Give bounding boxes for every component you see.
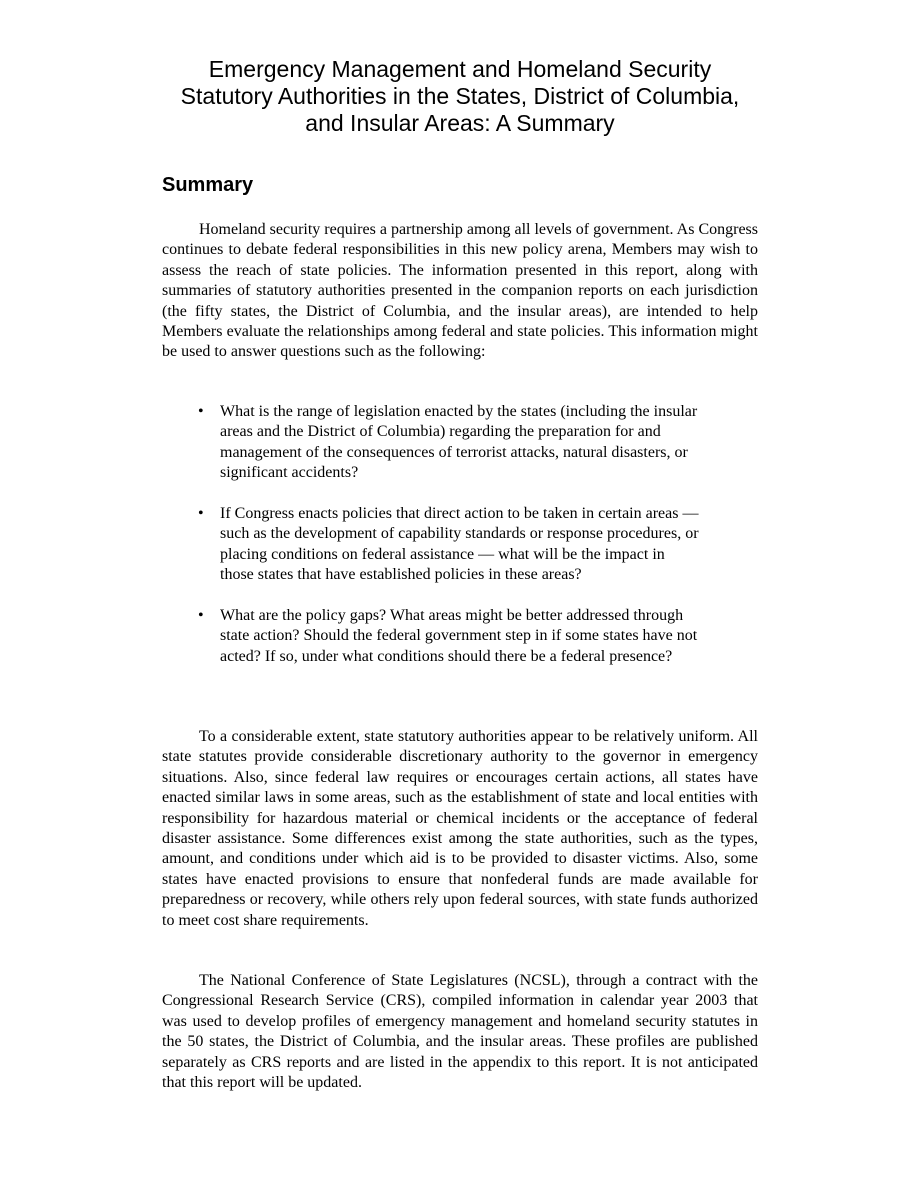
- title-line-1: Emergency Management and Homeland Security: [208, 56, 712, 82]
- list-item-text: What are the policy gaps? What areas might be better addressed through state action? Should the federal government step in if some states have not acted? If so, under what conditions should there be a federal presence?: [220, 607, 698, 665]
- section-heading: Summary: [162, 174, 254, 196]
- bullet-icon: •: [198, 505, 204, 523]
- title-line-3: and Insular Areas: A Summary: [305, 110, 615, 136]
- question-list: [195, 402, 701, 688]
- list-item: [195, 504, 701, 586]
- document-title: [130, 56, 790, 137]
- ncsl-paragraph: The National Conference of State Legislatures (NCSL), through a contract with the Congressional Research Service (CRS), compiled information in calendar year 2003 that was used to develop profiles of emergency management and homeland security statutes in the 50 states, the District of Columbia, and the insular areas. These profiles are published separately as CRS reports and are listed in the appendix to this report. It is not anticipated that this report will be updated.: [162, 972, 758, 1092]
- list-item: [195, 606, 701, 667]
- intro-paragraph: Homeland security requires a partnership among all levels of government. As Congress continues to debate federal responsibilities in this new policy arena, Members may wish to assess the reach of state policies. The information presented in this report, along with summaries of statutory authorities presented in the companion reports on each jurisdiction (the fifty states, the District of Columbia, and the insular areas), are intended to help Members evaluate the relationships among federal and state policies. This information might be used to answer questions such as the following:: [162, 221, 758, 361]
- bullet-icon: •: [198, 403, 204, 420]
- title-line-2: Statutory Authorities in the States, District of Columbia,: [180, 83, 740, 109]
- bullet-icon: •: [198, 607, 204, 625]
- list-item-text: If Congress enacts policies that direct action to be taken in certain areas — such as the development of capability standards or response procedures, or placing conditions on federal assistance — what will be the impact in those states that have established policies in these areas?: [220, 505, 699, 584]
- uniformity-paragraph: To a considerable extent, state statutory authorities appear to be relatively uniform. All state statutes provide considerable discretionary authority to the governor in emergency situations. Also, since federal law requires or encourages certain actions, all states have enacted similar laws in some areas, such as the establishment of state and local entities with responsibility for hazardous material or chemical incidents or the acceptance of federal disaster assistance. Some differences exist among the state authorities, such as the types, amount, and conditions under which aid is to be provided to disaster victims. Also, some states have enacted provisions to ensure that nonfederal funds are made available for preparedness or recovery, while others rely upon federal sources, with state funds authorized to meet cost share requirements.: [162, 728, 758, 929]
- list-item-text: What is the range of legislation enacted by the states (including the insular areas and the District of Columbia) regarding the preparation for and management of the consequences of terrorist attacks, natural disasters, or significant accidents?: [220, 403, 698, 482]
- list-item: [195, 402, 701, 484]
